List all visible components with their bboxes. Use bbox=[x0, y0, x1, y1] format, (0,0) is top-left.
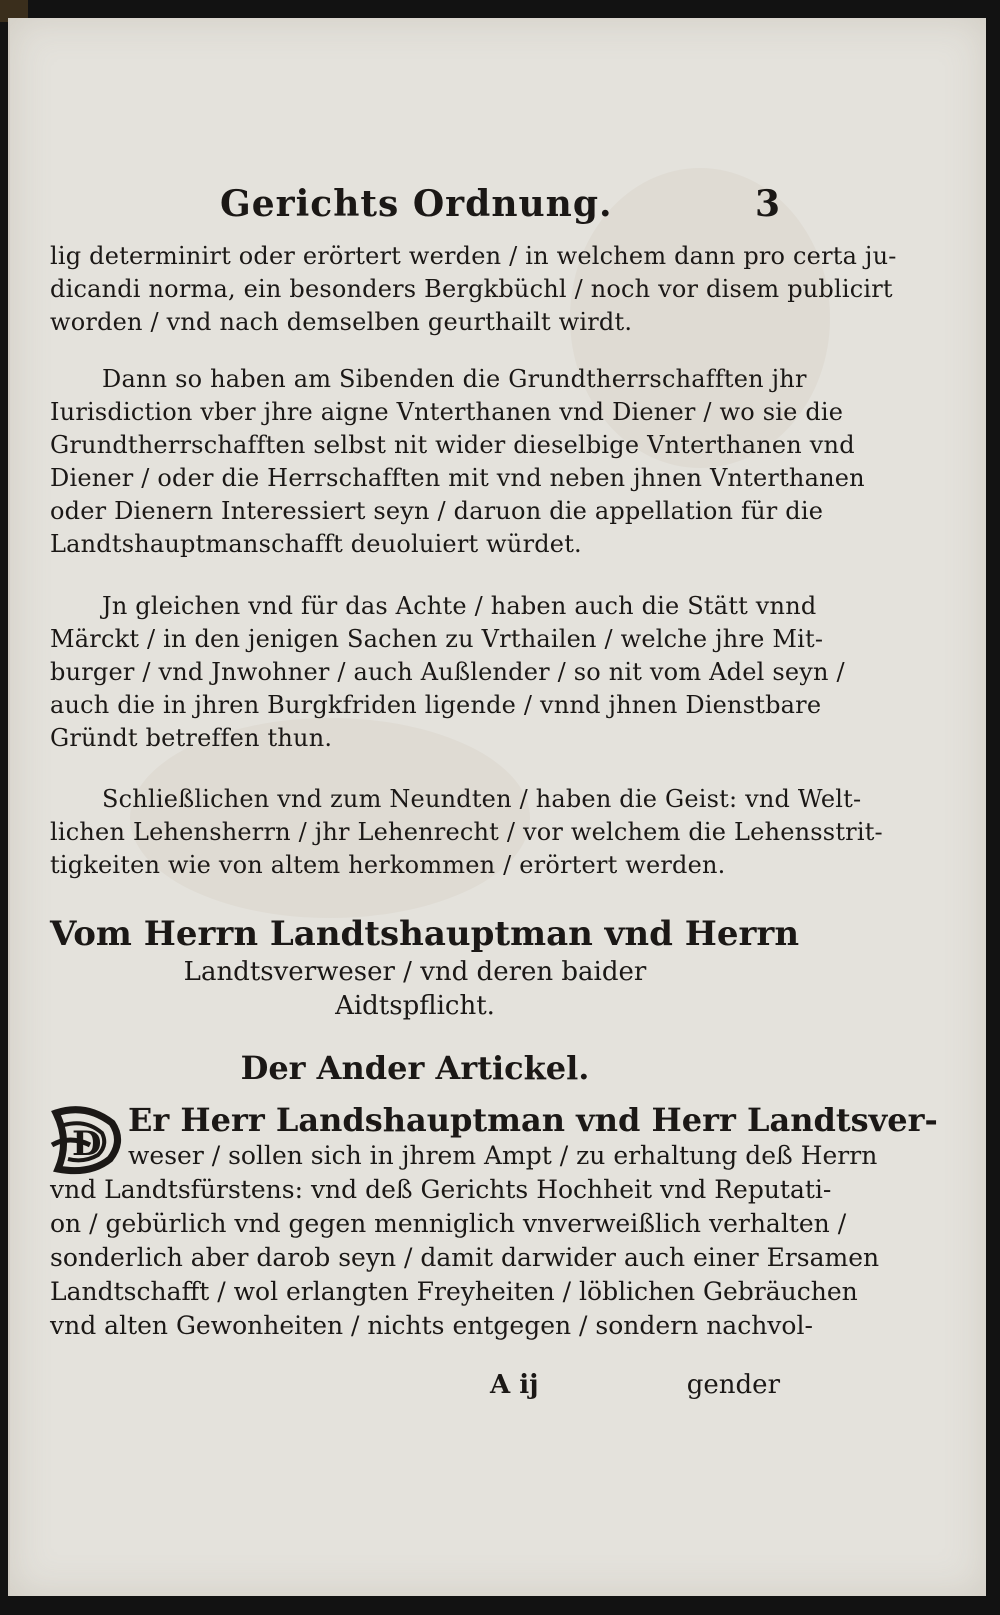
text-line: weser / sollen sich in jhrem Ampt / zu erhaltung deß Herrn bbox=[128, 1141, 878, 1170]
text-line: burger / vnd Jnwohner / auch Außlender / so nit vom Adel seyn / bbox=[50, 658, 845, 686]
page-number: 3 bbox=[754, 183, 780, 225]
text-line: Diener / oder die Herrschafften mit vnd neben jhnen Vnterthanen bbox=[50, 464, 865, 492]
text-line: lig determinirt oder erörtert werden / in welchem dann pro certa ju- bbox=[50, 242, 897, 270]
text-line: vnd alten Gewonheiten / nichts entgegen / sondern nachvol- bbox=[50, 1311, 813, 1340]
svg-text:D: D bbox=[72, 1124, 102, 1164]
paragraph-3 bbox=[50, 590, 845, 755]
signature-mark: A ij bbox=[490, 1370, 539, 1400]
paragraph-1 bbox=[50, 240, 897, 339]
text-line: tigkeiten wie von altem herkommen / erörtert werden. bbox=[50, 851, 726, 879]
text-line: dicandi norma, ein besonders Bergkbüchl / noch vor disem publicirt bbox=[50, 275, 893, 303]
decorative-initial-icon bbox=[50, 1105, 122, 1177]
paragraph-4 bbox=[50, 783, 883, 882]
text-line: Grundtherrschafften selbst nit wider dieselbige Vnterthanen vnd bbox=[50, 431, 855, 459]
text-line: sonderlich aber darob seyn / damit darwider auch einer Ersamen bbox=[50, 1243, 880, 1272]
text-line: Jn gleichen vnd für das Achte / haben auch die Stätt vnnd bbox=[102, 592, 817, 620]
section-heading-line-3: Aidtspflicht. bbox=[335, 991, 495, 1021]
text-line: Landtshauptmanschafft deuoluiert würdet. bbox=[50, 530, 582, 558]
paragraph-2 bbox=[50, 363, 865, 561]
page-footer bbox=[50, 1370, 780, 1410]
text-line: Gründt betreffen thun. bbox=[50, 724, 333, 752]
section-heading bbox=[50, 913, 800, 1023]
book-page bbox=[8, 18, 986, 1596]
text-line: worden / vnd nach demselben geurthailt wirdt. bbox=[50, 308, 633, 336]
running-head bbox=[50, 183, 780, 233]
text-line: Dann so haben am Sibenden die Grundtherrschafften jhr bbox=[102, 365, 807, 393]
text-line: Iurisdiction vber jhre aigne Vnterthanen vnd Diener / wo sie die bbox=[50, 398, 844, 426]
text-line: Schließlichen vnd zum Neundten / haben die Geist: vnd Welt- bbox=[102, 785, 862, 813]
text-line: on / gebürlich vnd gegen menniglich vnverweißlich verhalten / bbox=[50, 1209, 847, 1238]
text-line: Landtschafft / wol erlangten Freyheiten / löblichen Gebräuchen bbox=[50, 1277, 858, 1306]
text-line: auch die in jhren Burgkfriden ligende / vnnd jhnen Dienstbare bbox=[50, 691, 822, 719]
catchword: gender bbox=[686, 1370, 780, 1400]
section-heading-line-2: Landtsverweser / vnd deren baider bbox=[183, 957, 647, 987]
section-heading-line-1: Vom Herrn Landtshauptman vnd Herrn bbox=[50, 914, 800, 954]
text-line: oder Dienern Interessiert seyn / daruon die appellation für die bbox=[50, 497, 824, 525]
article-first-line: Er Herr Landshauptman vnd Herr Landtsver- bbox=[128, 1101, 938, 1139]
running-head-title: Gerichts Ordnung. bbox=[220, 183, 613, 225]
text-line: lichen Lehensherrn / jhr Lehenrecht / vor welchem die Lehensstrit- bbox=[50, 818, 883, 846]
text-line: vnd Landtsfürstens: vnd deß Gerichts Hochheit vnd Reputati- bbox=[50, 1175, 832, 1204]
text-line: Märckt / in den jenigen Sachen zu Vrthailen / welche jhre Mit- bbox=[50, 625, 824, 653]
article-heading: Der Ander Artickel. bbox=[240, 1049, 590, 1087]
article-paragraph bbox=[50, 1101, 938, 1373]
